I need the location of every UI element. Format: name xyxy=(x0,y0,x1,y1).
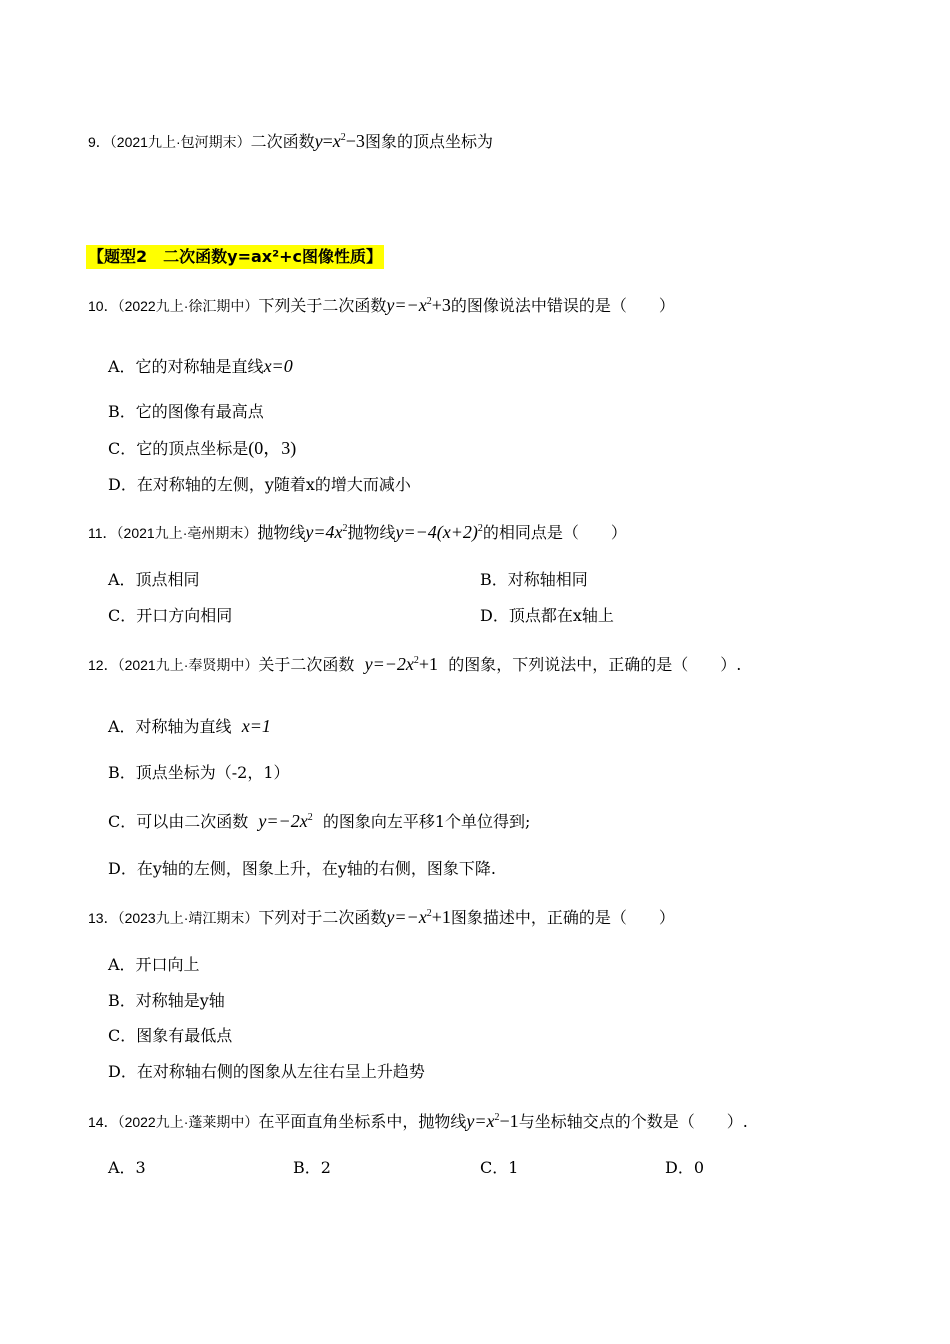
option-c: C．它的顶点坐标是(0，3) xyxy=(108,438,297,458)
question-text: 下列关于二次函数 xyxy=(258,296,387,315)
question-source: （2021九上·包河期末） xyxy=(109,134,251,150)
formula: $y=-x^2+3$ xyxy=(386,295,451,315)
question-number: 10． xyxy=(88,298,118,314)
option-c: C．1 xyxy=(480,1158,519,1177)
option-a: A．顶点相同 xyxy=(108,570,200,589)
option-c: C．开口方向相同 xyxy=(108,606,233,625)
question-source: （2021九上·亳州期末） xyxy=(116,525,258,541)
option-d: D．0 xyxy=(665,1158,705,1177)
formula: $y=x^2-1$ xyxy=(466,1111,519,1131)
question-text: 下列对于二次函数 xyxy=(258,908,387,927)
question-text-tail: 图象的顶点坐标为 xyxy=(364,132,493,151)
question-text-tail: 的相同点是（ ） xyxy=(482,523,627,542)
question-number: 12． xyxy=(88,657,118,673)
question-13 xyxy=(88,906,675,929)
question-14 xyxy=(88,1110,748,1133)
formula: $y=-2x^2+1$ xyxy=(364,654,439,674)
question-number: 14． xyxy=(88,1114,118,1130)
question-text-tail: 的图象，下列说法中，正确的是（ ）. xyxy=(448,655,742,674)
question-text-tail: 与坐标轴交点的个数是（ ）. xyxy=(518,1112,748,1131)
section-heading: 【题型2 二次函数y=ax²+c图像性质】 xyxy=(86,245,384,269)
option-d: D．在对称轴右侧的图象从左往右呈上升趋势 xyxy=(108,1062,425,1081)
question-number: 13． xyxy=(88,910,118,926)
question-source: （2022九上·蓬莱期中） xyxy=(117,1114,259,1130)
option-b: B．对称轴是y轴 xyxy=(108,991,225,1010)
question-text-tail: 图象描述中，正确的是（ ） xyxy=(450,908,675,927)
formula: $y=x^2-3$ xyxy=(314,131,365,151)
question-text: 在平面直角坐标系中，抛物线 xyxy=(258,1112,467,1131)
option-a: A．开口向上 xyxy=(108,955,200,974)
question-number: 11． xyxy=(88,525,117,541)
formula-2: $y=-4(x+2)^2$ xyxy=(395,522,483,542)
option-a: A．它的对称轴是直线x=0 xyxy=(108,356,293,376)
option-d: D．在对称轴的左侧，y随着x的增大而减小 xyxy=(108,475,411,494)
option-b: B．2 xyxy=(293,1158,331,1177)
question-text-tail: 的图像说法中错误的是（ ） xyxy=(450,296,675,315)
option-b: B．它的图像有最高点 xyxy=(108,402,264,421)
option-a: A．3 xyxy=(108,1158,146,1177)
option-c: C．可以由二次函数 $y=-2x^2$ 的图象向左平移1个单位得到; xyxy=(108,811,531,831)
question-number: 9． xyxy=(88,134,110,150)
question-text: 关于二次函数 xyxy=(258,655,355,674)
question-text: 抛物线 xyxy=(257,523,306,542)
question-12 xyxy=(88,653,741,676)
question-source: （2021九上·奉贤期中） xyxy=(117,657,259,673)
question-10 xyxy=(88,294,675,317)
option-a: A．对称轴为直线 x=1 xyxy=(108,716,271,736)
option-b: B．对称轴相同 xyxy=(480,570,588,589)
option-d: D．顶点都在x轴上 xyxy=(480,606,614,625)
question-source: （2022九上·徐汇期中） xyxy=(117,298,259,314)
option-d: D．在y轴的左侧，图象上升，在y轴的右侧，图象下降. xyxy=(108,859,496,878)
formula: $y=-x^2+1$ xyxy=(386,907,451,927)
question-11 xyxy=(88,521,627,544)
option-b: B．顶点坐标为（-2，1） xyxy=(108,763,290,782)
question-text-mid: 抛物线 xyxy=(347,523,396,542)
question-text: 二次函数 xyxy=(250,132,315,151)
question-source: （2023九上·靖江期末） xyxy=(117,910,259,926)
option-c: C．图象有最低点 xyxy=(108,1026,233,1045)
formula-1: $y=4x^2$ xyxy=(305,522,348,542)
question-9 xyxy=(88,130,493,153)
